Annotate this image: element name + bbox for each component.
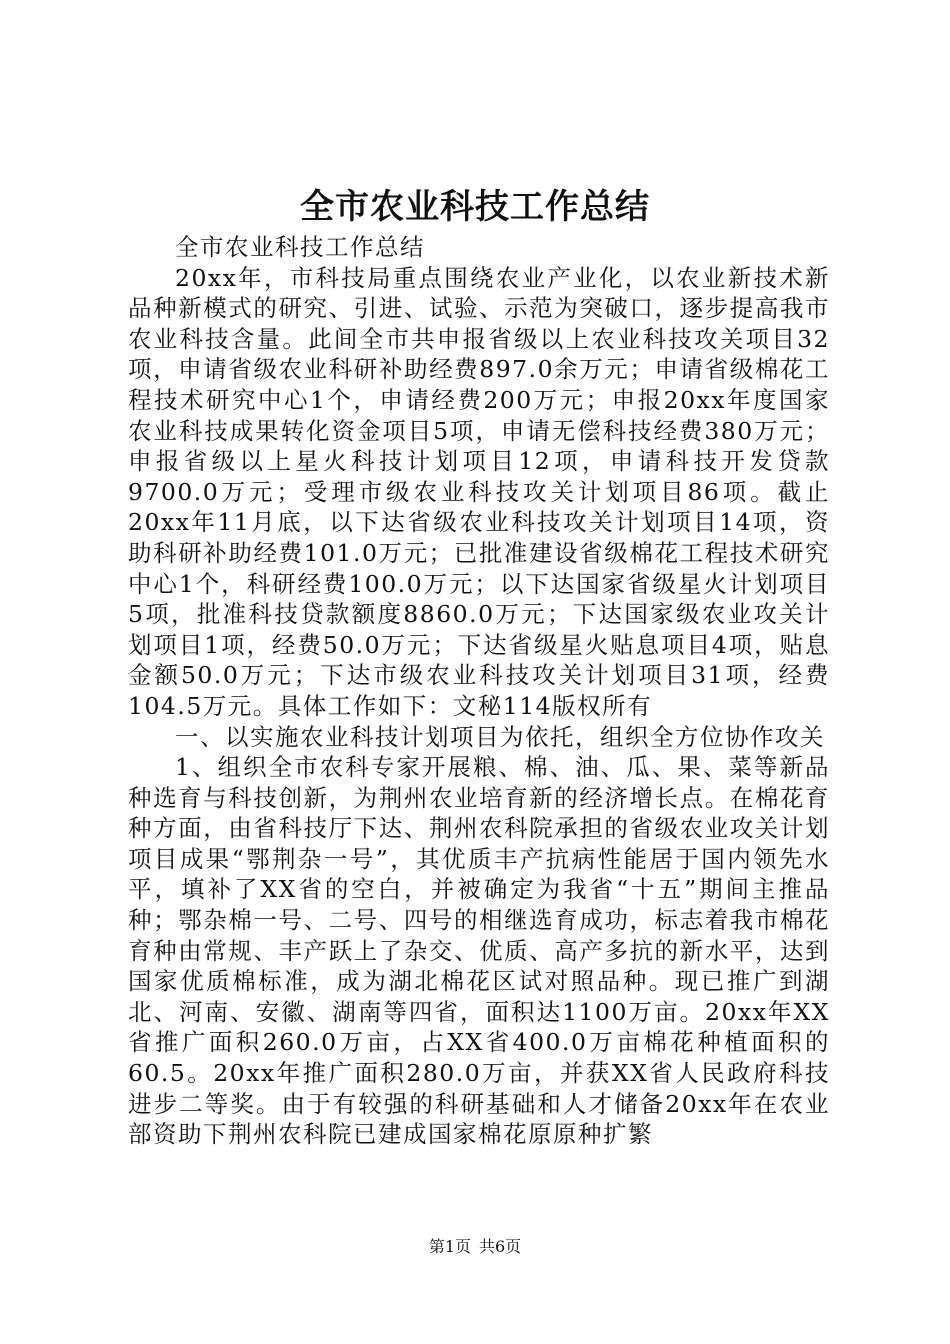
paragraph-subtitle: 全市农业科技工作总结 (175, 233, 425, 261)
page-number: 第1页 (428, 1237, 471, 1256)
document-title: 全市农业科技工作总结 (300, 187, 650, 227)
paragraph-overview: 20xx年，市科技局重点围绕农业产业化，以农业新技术新品种新模式的研究、引进、试验、示范为突破口，逐步提高我市农业科技含量。此间全市共申报省级以上农业科技攻关项目32项，申请省级农业科研补助经费897.0余万元；申请省级棉花工程技术研究中心1个，申请经费200万元；申报20xx年度国家农业科技成果转化资金项目5项，申请无偿科技经费380万元；申报省级以上星火科技计划项目12项，申请科技开发贷款9700.0万元；受理市级农业科技攻关计划项目86项。截止20xx年11月底，以下达省级农业科技攻关计划项目14项，资助科研补助经费101.0万元；已批准建设省级棉花工程技术研究中心1个，科研经费100.0万元；以下达国家省级星火计划项目5项，批准科技贷款额度8860.0万元；下达国家级农业攻关计划项目1项，经费50.0万元；下达省级星火贴息项目4项，贴息金额50.0万元；下达市级农业科技攻关计划项目31项，经费104.5万元。具体工作如下：文秘114版权所有 (128, 263, 830, 720)
paragraph-item-1: 1、组织全市农科专家开展粮、棉、油、瓜、果、菜等新品种选育与科技创新，为荆州农业培育新的经济增长点。在棉花育种方面，由省科技厅下达、荆州农科院承担的省级农业攻关计划项目成果“鄂荆杂一号”，其优质丰产抗病性能居于国内领先水平，填补了XX省的空白，并被确定为我省“十五”期间主推品种；鄂杂棉一号、二号、四号的相继选育成功，标志着我市棉花育种由常规、丰产跃上了杂交、优质、高产多抗的新水平，达到国家优质棉标准，成为湖北棉花区试对照品种。现已推广到湖北、河南、安徽、湖南等四省，面积达1100万亩。20xx年XX省推广面积260.0万亩，占XX省400.0万亩棉花种植面积的60.5。20xx年推广面积280.0万亩，并获XX省人民政府科技进步二等奖。由于有较强的科研基础和人才储备20xx年在农业部资助下荆州农科院已建成国家棉花原原种扩繁 (128, 753, 830, 1149)
page-footer (0, 1236, 950, 1258)
document-body (128, 232, 830, 1150)
paragraph-section-heading: 一、以实施农业科技计划项目为依托，组织全方位协作攻关 (175, 722, 825, 751)
page-total: 共6页 (479, 1237, 522, 1256)
